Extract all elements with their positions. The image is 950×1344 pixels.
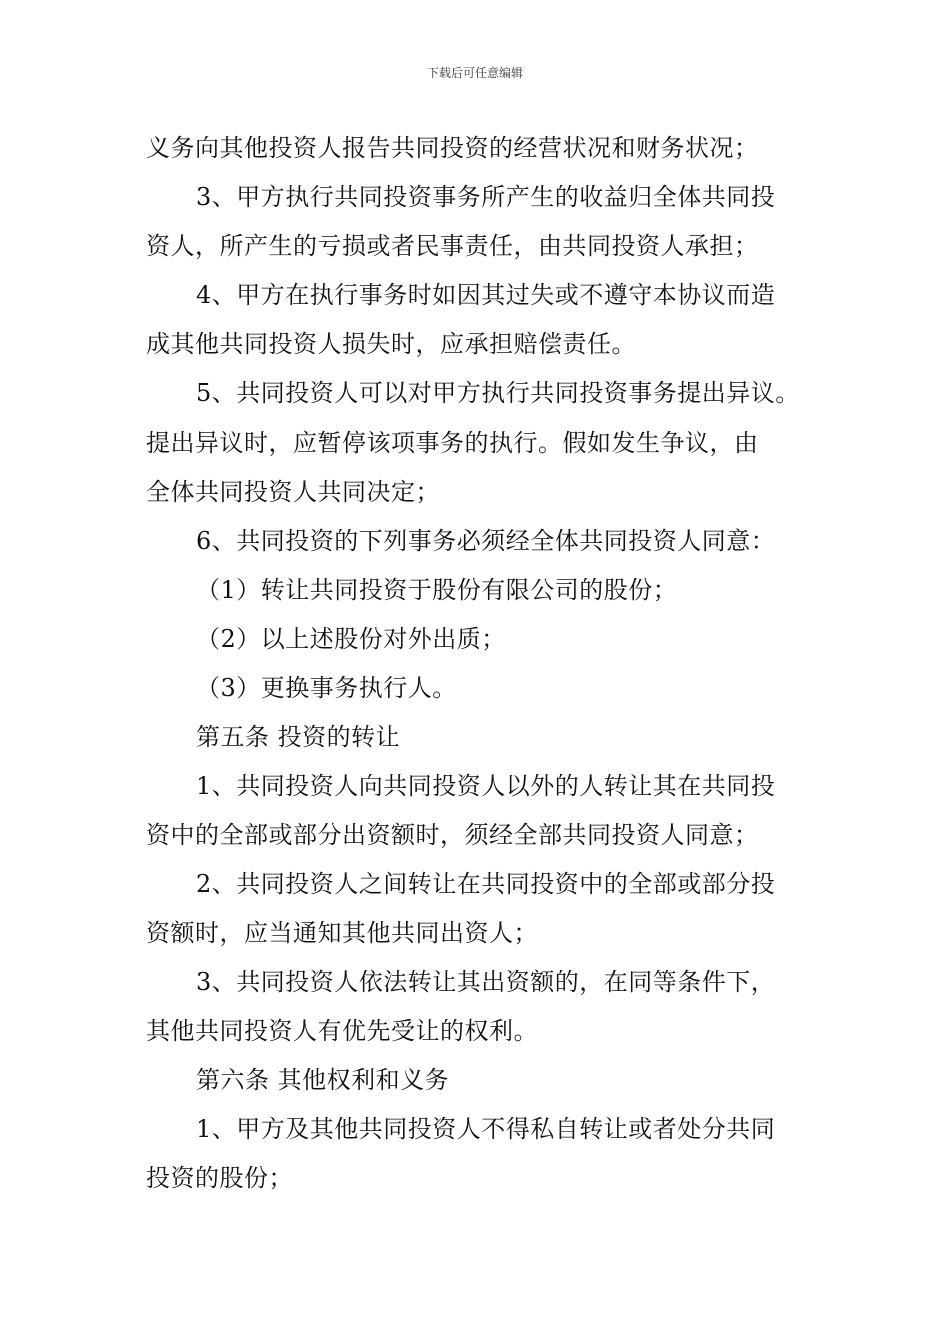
text-line: 4、甲方在执行事务时如因其过失或不遵守本协议而造 xyxy=(196,281,776,309)
text-line: （3）更换事务执行人。 xyxy=(196,674,457,702)
text-line: （2）以上述股份对外出质； xyxy=(196,625,506,653)
section-heading: 第六条 其他权利和义务 xyxy=(196,1066,450,1094)
text-line: 2、共同投资人之间转让在共同投资中的全部或部分投 xyxy=(196,870,776,898)
text-line: 6、共同投资的下列事务必须经全体共同投资人同意： xyxy=(196,527,776,555)
text-line: 3、共同投资人依法转让其出资额的，在同等条件下， xyxy=(196,968,776,996)
text-line: 1、共同投资人向共同投资人以外的人转让其在共同投 xyxy=(196,772,776,800)
text-line: （1）转让共同投资于股份有限公司的股份； xyxy=(196,576,678,604)
section-heading: 第五条 投资的转让 xyxy=(196,723,401,751)
text-line: 资额时，应当通知其他共同出资人； xyxy=(146,919,538,947)
text-line: 全体共同投资人共同决定； xyxy=(146,478,440,506)
text-line: 5、共同投资人可以对甲方执行共同投资事务提出异议。 xyxy=(196,379,800,407)
text-line: 资中的全部或部分出资额时，须经全部共同投资人同意； xyxy=(146,821,759,849)
text-line: 1、甲方及其他共同投资人不得私自转让或者处分共同 xyxy=(196,1115,776,1143)
text-line: 资人，所产生的亏损或者民事责任，由共同投资人承担； xyxy=(146,232,759,260)
text-line: 投资的股份； xyxy=(146,1164,293,1192)
text-line: 义务向其他投资人报告共同投资的经营状况和财务状况； xyxy=(146,134,759,162)
text-line: 其他共同投资人有优先受让的权利。 xyxy=(146,1017,538,1045)
text-line: 提出异议时，应暂停该项事务的执行。假如发生争议，由 xyxy=(146,429,759,457)
text-line: 成其他共同投资人损失时，应承担赔偿责任。 xyxy=(146,330,636,358)
text-line: 3、甲方执行共同投资事务所产生的收益归全体共同投 xyxy=(196,183,776,211)
page-header: 下载后可任意编辑 xyxy=(426,66,523,80)
